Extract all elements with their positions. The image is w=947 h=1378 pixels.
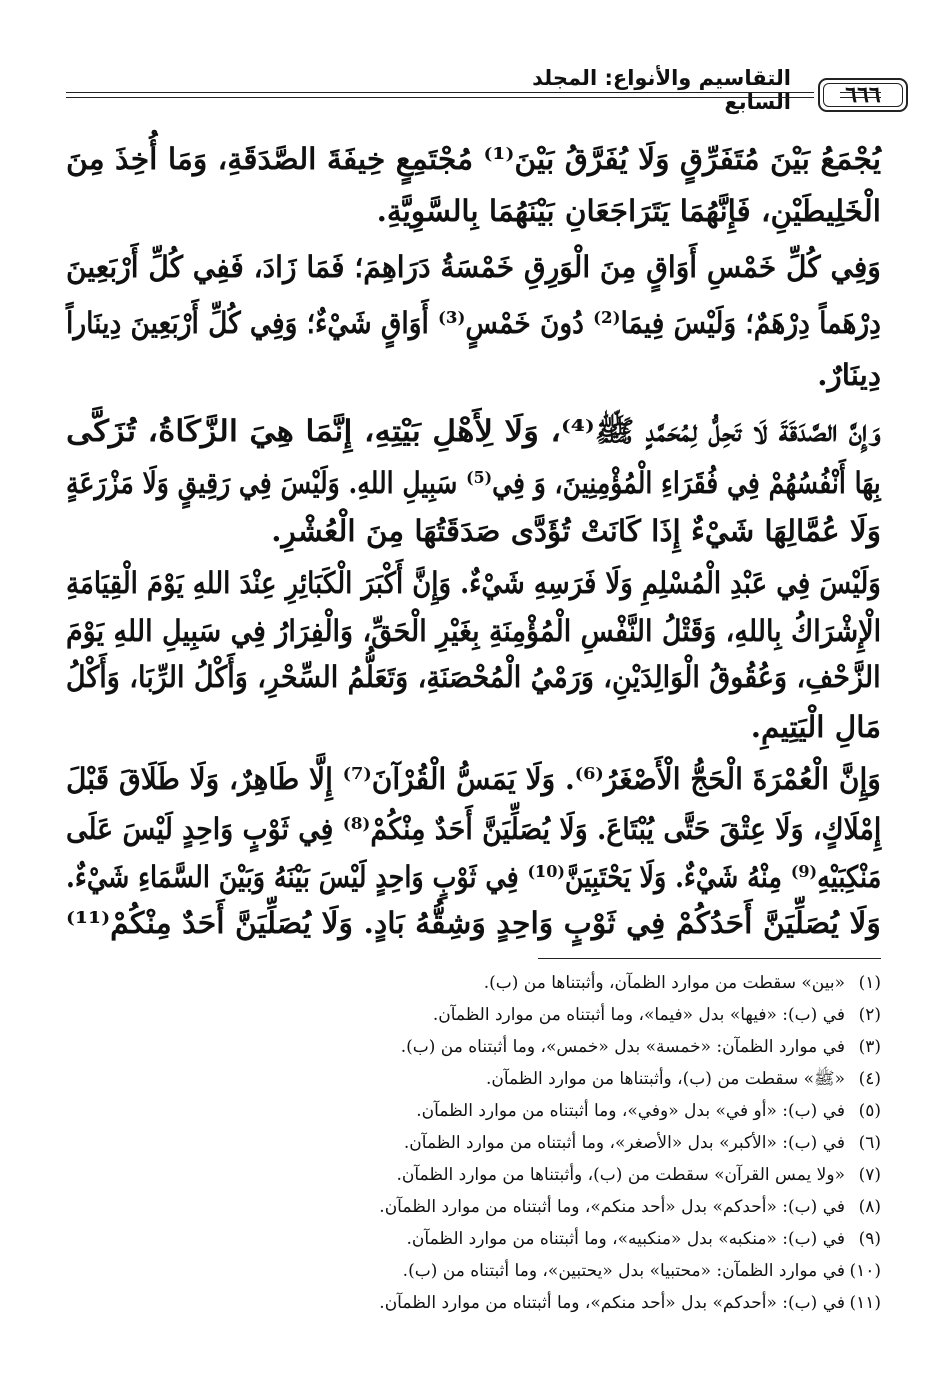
page-number-text: ٦٦٦ <box>845 82 881 108</box>
footnote <box>379 1194 881 1220</box>
footnote-number: (٧) <box>858 1165 881 1185</box>
text-line: وَلَا يُصَلِّيَنَّ أَحَدُكُمْ فِي ثَوْبٍ وَاحِدٍ وَشِقُّهُ بَادٍ. وَلَا يُصَلِّيَنَّ أَحَدٌ مِنْكُمْ⁽¹¹⁾ <box>66 905 882 940</box>
text-line: الْإِشْرَاكُ بِاللهِ، وَقَتْلُ النَّفْسِ الْمُؤْمِنَةِ بِغَيْرِ الْحَقِّ، وَالْفِرَارُ فِي سَبِيلِ اللهِ يَوْمَ <box>65 613 881 648</box>
header-rule-left-thin <box>66 97 814 98</box>
footnote-text: في (ب): «منكبه» بدل «منكبيه»، وما أثبتناه من موارد الظمآن. <box>406 1229 845 1249</box>
footnote-number: (٦) <box>858 1133 881 1153</box>
text-line: دِرْهَماً دِرْهَمٌ؛ وَلَيْسَ فِيمَا⁽²⁾ دُونَ خَمْسٍ⁽³⁾ أَوَاقٍ شَيْءٌ؛ وَفِي كُلِّ أَرْبَعِينَ دِينَاراً <box>66 305 881 340</box>
footnote <box>416 1098 881 1124</box>
text-line: وَإِنَّ الصَّدَقَةَ لَا تَحِلُّ لِمُحَمَّدٍ ﷺ⁽⁴⁾، وَلَا لِأَهْلِ بَيْتِهِ، إِنَّمَا هِيَ الزَّكَاةُ، تُزَكَّى <box>66 413 881 448</box>
footnote <box>396 1162 881 1188</box>
footnote-text: في (ب): «أو في» بدل «وفي»، وما أثبتناه من موارد الظمآن. <box>416 1101 845 1121</box>
header-rule-right-a <box>840 92 881 93</box>
text-line: يُجْمَعُ بَيْنَ مُتَفَرِّقٍ وَلَا يُفَرَّقُ بَيْنَ⁽¹⁾ مُجْتَمِعٍ خِيفَةَ الصَّدَقَةِ، وَمَا أُخِذَ مِنَ <box>65 141 881 176</box>
text-line: وَلَا عُمَّالِهَا شَيْءٌ إِذَا كَانَتْ تُؤَدَّى صَدَقَتُهَا مِنَ الْعُشْرِ. <box>271 513 881 548</box>
text-line: إِمْلَاكٍ، وَلَا عِتْقَ حَتَّى يُبْتَاعَ. وَلَا يُصَلِّيَنَّ أَحَدٌ مِنْكُمْ⁽⁸⁾ فِي ثَوْبٍ وَاحِدٍ لَيْسَ عَلَى <box>65 811 882 846</box>
footnote-text: في (ب): «الأكبر» بدل «الأصغر»، وما أثبتناه من موارد الظمآن. <box>403 1133 845 1153</box>
text-line: وَإِنَّ الْعُمْرَةَ الْحَجُّ الْأَصْغَرُ⁽⁶⁾. وَلَا يَمَسُّ الْقُرْآنَ⁽⁷⁾ إِلَّا طَاهِرٌ، وَلَا طَلَاقَ قَبْلَ <box>66 761 881 796</box>
footnote <box>486 1066 881 1092</box>
footnote-text: «بين» سقطت من موارد الظمآن، وأثبتناها من (ب). <box>483 973 845 993</box>
footnote-number: (٤) <box>858 1069 881 1089</box>
page-header <box>66 66 881 118</box>
page-number <box>818 78 908 112</box>
text-line: وَفِي كُلِّ خَمْسِ أَوَاقٍ مِنَ الْوَرِقِ خَمْسَةُ دَرَاهِمَ؛ فَمَا زَادَ، فَفِي كُلِّ أَرْبَعِينَ <box>66 249 881 284</box>
footnote-separator <box>538 958 881 959</box>
footnote <box>404 1130 881 1156</box>
footnote-text: «ولا يمس القرآن» سقطت من (ب)، وأثبتناها من موارد الظمآن. <box>396 1165 845 1185</box>
text-line: بِهَا أَنْفُسُهُمْ فِي فُقَرَاءِ الْمُؤْمِنِينَ، وَ فِي⁽⁵⁾ سَبِيلِ اللهِ. وَلَيْسَ فِي رَقِيقٍ وَلَا مَزْرَعَةٍ <box>66 465 881 500</box>
footnote-text: في (ب): «أحدكم» بدل «أحد منكم»، وما أثبتناه من موارد الظمآن. <box>379 1293 845 1313</box>
footnote-text: في (ب): «فيها» بدل «فيما»، وما أثبتناه من موارد الظمآن. <box>432 1005 845 1025</box>
footnote <box>484 970 881 996</box>
footnote-number: (١) <box>858 973 881 993</box>
footnote-text: «ﷺ» سقطت من (ب)، وأثبتناها من موارد الظمآن. <box>485 1069 845 1089</box>
footnote-number: (٩) <box>858 1229 881 1249</box>
footnote <box>433 1002 881 1028</box>
text-line: مَالِ الْيَتِيمِ. <box>750 709 881 744</box>
footnote-number: (١٠) <box>849 1261 881 1281</box>
text-line: دِينَارٌ. <box>817 357 881 392</box>
footnote-text: في موارد الظمآن: «خمسة» بدل «خمس»، وما أثبتناه من (ب). <box>400 1037 845 1057</box>
header-rule-left <box>66 92 814 93</box>
footnote <box>401 1034 881 1060</box>
running-title: التقاسيم والأنواع: المجلد السابع <box>532 66 791 114</box>
footnote-number: (١١) <box>849 1293 881 1313</box>
footnote-text: في (ب): «أحدكم» بدل «أحد منكم»، وما أثبتناه من موارد الظمآن. <box>379 1197 845 1217</box>
footnote <box>379 1290 881 1316</box>
footnote <box>403 1258 881 1284</box>
footnote-number: (٢) <box>858 1005 881 1025</box>
header-rule-right-b <box>840 97 881 98</box>
footnote-number: (٥) <box>858 1101 881 1121</box>
footnote-text: في موارد الظمآن: «محتبيا» بدل «يحتبين»، وما أثبتناه من (ب). <box>402 1261 845 1281</box>
text-line: الزَّحْفِ، وَعُقُوقُ الْوَالِدَيْنِ، وَرَمْيُ الْمُحْصَنَةِ، وَتَعَلُّمُ السِّحْرِ، وَأَكْلُ الرِّبَا، وَأَكْلُ <box>66 659 881 694</box>
footnote-number: (٣) <box>858 1037 881 1057</box>
text-line: وَلَيْسَ فِي عَبْدِ الْمُسْلِمِ وَلَا فَرَسِهِ شَيْءٌ. وَإِنَّ أَكْبَرَ الْكَبَائِرِ عِنْدَ اللهِ يَوْمَ الْقِيَامَةِ <box>66 565 881 600</box>
text-line: مَنْكِبَيْهِ⁽⁹⁾ مِنْهُ شَيْءٌ. وَلَا يَحْتَبِيَنَّ⁽¹⁰⁾ فِي ثَوْبٍ وَاحِدٍ لَيْسَ بَيْنَهُ وَبَيْنَ السَّمَاءِ شَيْءٌ. <box>65 859 881 894</box>
footnote <box>407 1226 882 1252</box>
text-line: الْخَلِيطَيْنِ، فَإِنَّهُمَا يَتَرَاجَعَانِ بَيْنَهُمَا بِالسَّوِيَّةِ. <box>376 193 881 228</box>
footnote-number: (٨) <box>858 1197 881 1217</box>
